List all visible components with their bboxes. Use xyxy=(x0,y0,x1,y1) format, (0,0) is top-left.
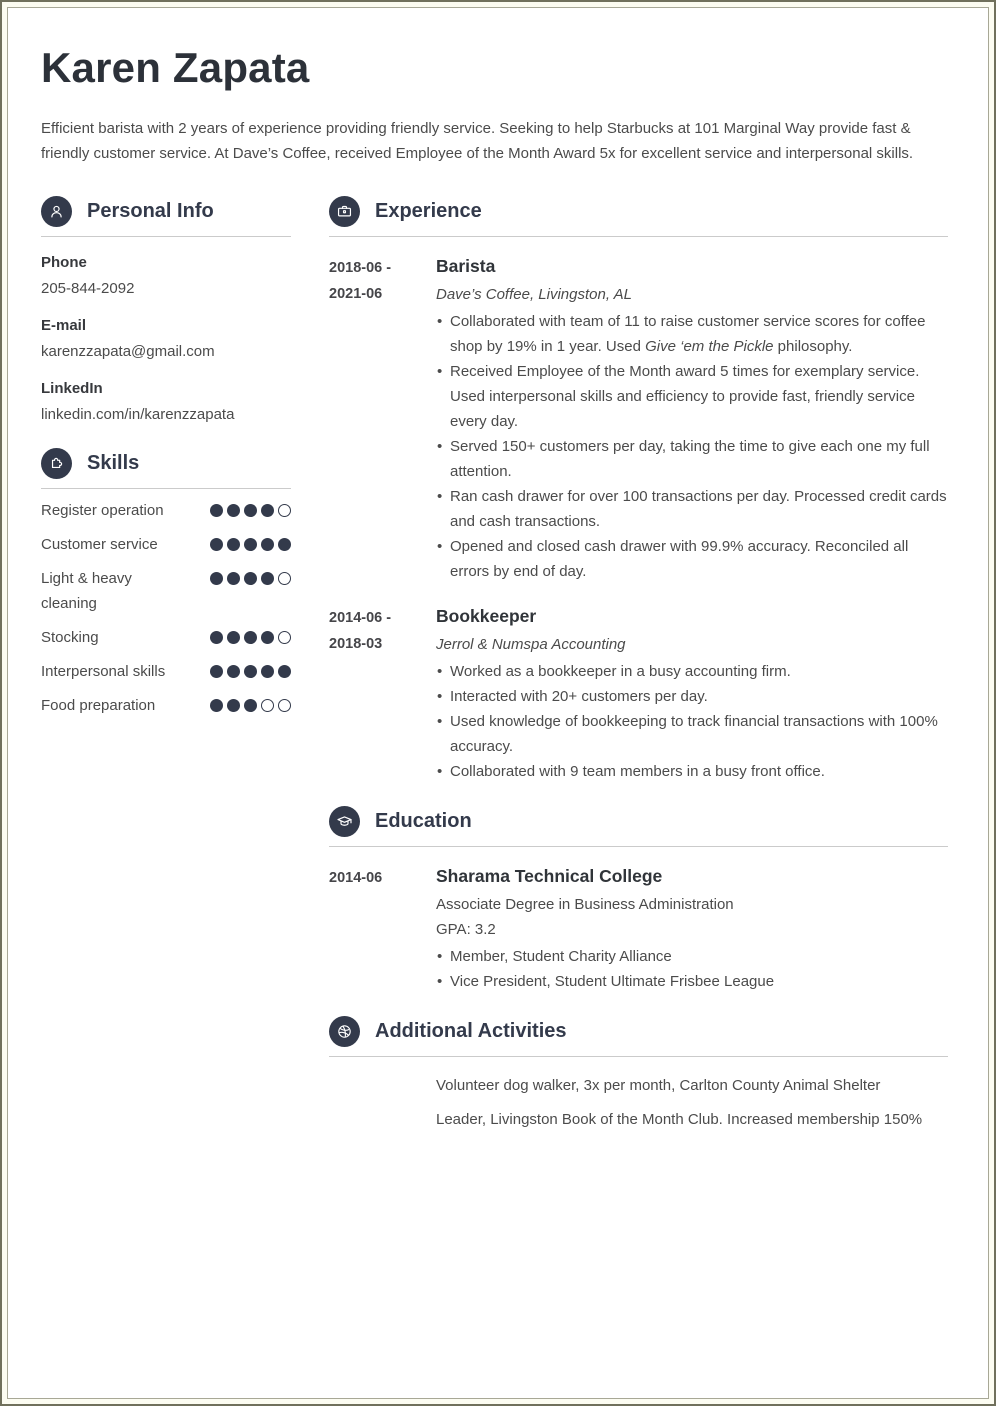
education-entry xyxy=(329,863,948,994)
entry-dates-empty xyxy=(329,1073,436,1132)
date-end: 2018-03 xyxy=(329,636,383,652)
date-start: 2014-06 - xyxy=(329,610,392,626)
linkedin-field xyxy=(41,378,291,426)
person-icon xyxy=(41,196,72,227)
skill-label: Customer service xyxy=(41,536,158,553)
job-title: Bookkeeper xyxy=(436,606,537,626)
education-title: Education xyxy=(375,810,472,832)
date-start: 2018-06 - xyxy=(329,260,392,276)
section-experience xyxy=(329,196,948,784)
personal-info-title: Personal Info xyxy=(87,200,214,222)
skill-label: Interpersonal skills xyxy=(41,663,166,680)
skill-rating-dots xyxy=(210,566,291,585)
company-name: Jerrol & Numspa Accounting xyxy=(436,636,626,653)
email-label: E-mail xyxy=(41,317,87,334)
bullet-item: • Collaborated with team of 11 to raise customer service scores for coffee shop by 19% in 1 year. Used Give ‘em the Pickle philosophy. xyxy=(450,309,948,359)
linkedin-value: linkedin.com/in/karenzzapata xyxy=(41,406,235,423)
job-title: Barista xyxy=(436,256,496,276)
bullet-item: • Vice President, Student Ultimate Frisbee League xyxy=(450,969,948,994)
bullet-item: • Worked as a bookkeeper in a busy accounting firm. xyxy=(450,659,948,684)
left-column xyxy=(41,196,291,718)
resume-page xyxy=(7,7,989,1399)
bullet-item: • Received Employee of the Month award 5 times for exemplary service. Used interpersonal skills and efficiency to provide fast, friendly service every day. xyxy=(450,359,948,434)
skill-row xyxy=(41,693,291,718)
additional-activities-entry xyxy=(329,1073,948,1132)
bullet-item: • Served 150+ customers per day, taking the time to give each one my full attention. xyxy=(450,434,948,484)
skill-row xyxy=(41,659,291,684)
briefcase-icon xyxy=(329,196,360,227)
phone-field xyxy=(41,252,291,300)
experience-title: Experience xyxy=(375,200,482,222)
summary-text: Efficient barista with 2 years of experience providing friendly service. Seeking to help Starbucks at 101 Marginal Way provide fast & friendly customer service. At Dave’s Coffee, received Employee of the Month Award 5x for excellent service and interpersonal skills. xyxy=(41,120,914,162)
entry-dates xyxy=(329,603,436,784)
additional-activities-title: Additional Activities xyxy=(375,1020,567,1042)
bullet-item: • Member, Student Charity Alliance xyxy=(450,944,948,969)
skill-rating-dots xyxy=(210,625,291,644)
dribbble-ball-icon xyxy=(329,1016,360,1047)
bullet-item: • Ran cash drawer for over 100 transactions per day. Processed credit cards and cash transactions. xyxy=(450,484,948,534)
bullet-list xyxy=(436,659,948,784)
entry-body xyxy=(436,1073,948,1132)
additional-activities-header xyxy=(329,1016,948,1057)
date: 2014-06 xyxy=(329,870,383,886)
entry-body xyxy=(436,253,948,584)
page-title: Karen Zapata xyxy=(41,44,310,91)
education-header xyxy=(329,806,948,847)
activity-line: Volunteer dog walker, 3x per month, Carlton County Animal Shelter xyxy=(436,1077,881,1094)
skill-rating-dots xyxy=(210,693,291,712)
skill-rating-dots xyxy=(210,532,291,551)
personal-info-header xyxy=(41,196,291,237)
experience-entry-barista xyxy=(329,253,948,584)
email-value: karenzzapata@gmail.com xyxy=(41,343,215,360)
section-personal-info xyxy=(41,196,291,426)
skill-label: Register operation xyxy=(41,502,164,519)
graduation-cap-icon xyxy=(329,806,360,837)
phone-value: 205-844-2092 xyxy=(41,280,135,297)
section-additional-activities xyxy=(329,1016,948,1132)
bullet-item: • Interacted with 20+ customers per day. xyxy=(450,684,948,709)
entry-body xyxy=(436,603,948,784)
skill-row xyxy=(41,625,291,650)
skill-label: Stocking xyxy=(41,629,99,646)
section-education xyxy=(329,806,948,994)
company-name: Dave’s Coffee, Livingston, AL xyxy=(436,286,632,303)
school-name: Sharama Technical College xyxy=(436,866,663,886)
entry-dates xyxy=(329,253,436,584)
phone-label: Phone xyxy=(41,254,87,271)
main-column xyxy=(329,196,948,1132)
section-skills xyxy=(41,448,291,718)
activity-line: Leader, Livingston Book of the Month Club. Increased membership 150% xyxy=(436,1111,923,1128)
bullet-item: • Used knowledge of bookkeeping to track financial transactions with 100% accuracy. xyxy=(450,709,948,759)
skill-row xyxy=(41,566,291,616)
experience-header xyxy=(329,196,948,237)
linkedin-label: LinkedIn xyxy=(41,380,103,397)
skill-rating-dots xyxy=(210,498,291,517)
skill-row xyxy=(41,498,291,523)
bullet-item: • Collaborated with 9 team members in a busy front office. xyxy=(450,759,948,784)
date-end: 2021-06 xyxy=(329,286,383,302)
email-field xyxy=(41,315,291,363)
entry-dates xyxy=(329,863,436,994)
bullet-list xyxy=(436,944,948,994)
skill-label: Light & heavy cleaning xyxy=(41,570,132,612)
experience-entry-bookkeeper xyxy=(329,603,948,784)
puzzle-icon xyxy=(41,448,72,479)
entry-body xyxy=(436,863,948,994)
columns xyxy=(41,196,948,1132)
skills-header xyxy=(41,448,291,489)
degree: Associate Degree in Business Administration xyxy=(436,896,734,913)
bullet-item: • Opened and closed cash drawer with 99.9% accuracy. Reconciled all errors by end of day. xyxy=(450,534,948,584)
skill-rating-dots xyxy=(210,659,291,678)
skills-title: Skills xyxy=(87,452,140,474)
skill-row xyxy=(41,532,291,557)
bullet-list xyxy=(436,309,948,584)
gpa: GPA: 3.2 xyxy=(436,921,496,938)
skill-label: Food preparation xyxy=(41,697,156,714)
